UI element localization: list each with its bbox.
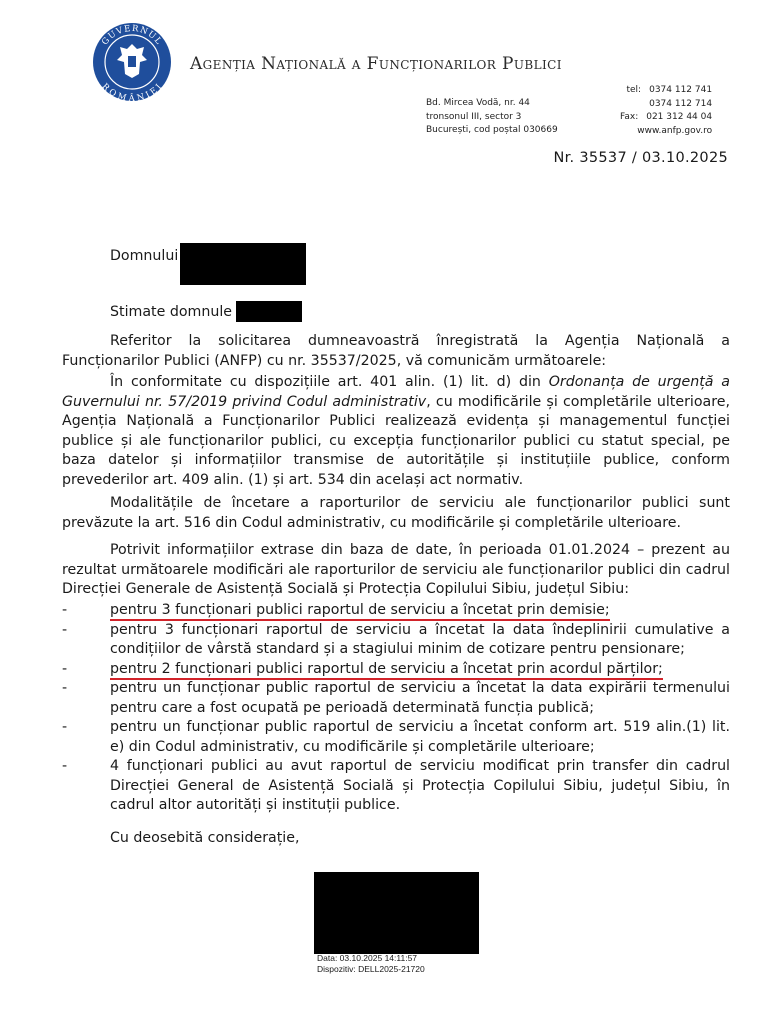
address-line: București, cod poștal 030669 bbox=[426, 125, 558, 135]
list-item bbox=[62, 621, 730, 660]
contact-label: Fax: bbox=[620, 112, 639, 122]
address-line: tronsonul III, sector 3 bbox=[426, 111, 522, 122]
signature-metadata bbox=[317, 953, 425, 975]
government-seal-icon bbox=[92, 22, 172, 102]
paragraph-data bbox=[62, 541, 730, 600]
contact-website[interactable]: www.anfp.gov.ro bbox=[637, 125, 713, 136]
list-dash: - bbox=[62, 719, 68, 735]
addressee-label: Domnului bbox=[110, 248, 179, 264]
list-dash: - bbox=[62, 602, 68, 618]
redacted-name bbox=[180, 243, 306, 285]
redacted-signature bbox=[314, 872, 479, 954]
contact-value: 021 312 44 04 bbox=[646, 112, 713, 122]
list-item-text: pentru 3 funcționari raportul de serviciu a încetat la data îndeplinirii cumulative a condițiilor de vârstă standard și a stagiului minim de cotizare pentru pensionare; bbox=[110, 621, 730, 657]
registration-number: Nr. 35537 / 03.10.2025 bbox=[553, 150, 728, 166]
list-item-text: pentru 3 funcționari publici raportul de serviciu a încetat prin demisie; bbox=[110, 602, 610, 621]
paragraph-legal-basis bbox=[62, 373, 730, 490]
list-item-text: 4 funcționari publici au avut raportul de serviciu modificat prin transfer din cadrul Direcției General de Asistență Socială și Protecția Copilului Sibiu, județul Sibiu, în cadrul altor autorități și instituții publice. bbox=[110, 758, 730, 813]
contact-value: 0374 112 741 bbox=[649, 85, 713, 95]
list-item-text: pentru un funcționar public raportul de serviciu a încetat conform art. 519 alin.(1) lit. e) din Codul administrativ, cu modificările și completările ulterioare; bbox=[110, 719, 730, 755]
paragraph-text: Modalitățile de încetare a raporturilor de serviciu ale funcționarilor publici sunt prevăzute la art. 516 din Codul administrativ, cu modificările și completările ulterioare. bbox=[62, 495, 730, 531]
list-dash: - bbox=[62, 621, 68, 638]
list-item bbox=[62, 660, 730, 680]
closing: Cu deosebită considerație, bbox=[110, 830, 300, 846]
list-dash: - bbox=[62, 758, 68, 774]
paragraph-text: În conformitate cu dispozițiile art. 401 alin. (1) lit. d) din bbox=[110, 374, 549, 390]
ordinance-title: Ordonanța de urgență a Guvernului nr. 57/2019 privind Codul administrativ bbox=[62, 374, 730, 410]
list-item bbox=[62, 601, 730, 621]
contact-label: tel: bbox=[626, 85, 642, 95]
seal-text-bottom: ROMÂNIEI bbox=[99, 81, 165, 102]
agency-name: Agenția Națională a Funcționarilor Publici bbox=[190, 54, 562, 74]
paragraph-intro bbox=[62, 332, 730, 371]
paragraph-text: Referitor la solicitarea dumneavoastră înregistrată la Agenția Națională a Funcționarilor Publici (ANFP) cu nr. 35537/2025, vă comunicăm următoarele: bbox=[62, 333, 730, 369]
list-item-text: pentru 2 funcționari publici raportul de serviciu a încetat prin acordul părților; bbox=[110, 661, 663, 680]
list-item-text: pentru un funcționar public raportul de serviciu a încetat la data expirării termenului pentru care a fost ocupată pe perioadă determinată funcția publică; bbox=[110, 680, 730, 716]
redacted-surname bbox=[236, 301, 302, 322]
salutation: Stimate domnule bbox=[110, 304, 232, 320]
list-item bbox=[62, 757, 730, 816]
list-item bbox=[62, 679, 730, 718]
signature-device: Dispozitiv: DELL2025-21720 bbox=[317, 964, 425, 974]
list-dash: - bbox=[62, 660, 68, 677]
paragraph-text: , cu modificările și completările ulterioare, Agenția Națională a Funcționarilor Publici realizează evidența și managementul funcției publice și ale funcționarilor publici, cu excepția funcționarilor publici cu statut special, pe baza datelor și informațiilor transmise de autoritățile și instituțiile publice, conform prevederilor art. 409 alin. (1) și art. 534 din același act normativ. bbox=[62, 393, 730, 488]
signature-date: Data: 03.10.2025 14:11:57 bbox=[317, 953, 418, 963]
agency-contact bbox=[620, 84, 712, 138]
list-item bbox=[62, 718, 730, 757]
paragraph-text: Potrivit informațiilor extrase din baza de date, în perioada 01.01.2024 – prezent au rezultat următoarele modificări ale raporturilor de serviciu ale funcționarilor publici din cadrul Direcției Generale de Asistență Socială și Protecția Copilului Sibiu, județul Sibiu: bbox=[62, 542, 730, 597]
contact-value: 0374 112 714 bbox=[649, 98, 713, 109]
agency-address bbox=[426, 97, 558, 138]
address-line: Bd. Mircea Vodă, nr. 44 bbox=[426, 98, 530, 108]
seal-text-top: GUVERNUL bbox=[100, 23, 164, 48]
list-dash: - bbox=[62, 680, 68, 696]
paragraph-termination bbox=[62, 494, 730, 533]
modifications-list bbox=[62, 601, 730, 816]
